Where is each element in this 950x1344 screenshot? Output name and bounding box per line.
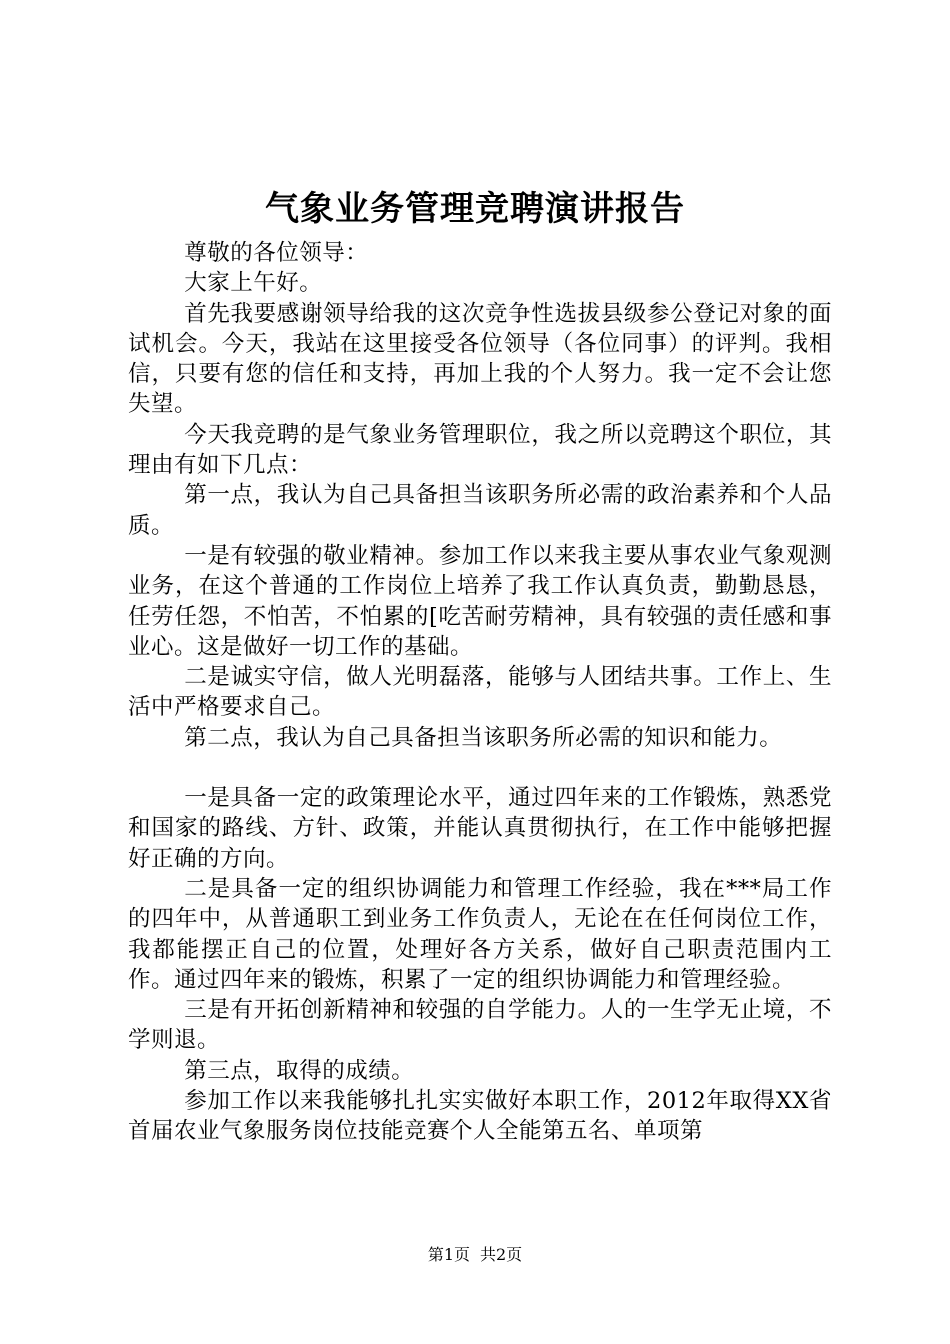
paragraph-greeting: 大家上午好。	[184, 270, 323, 297]
paragraph: 二是具备一定的组织协调能力和管理工作经验，我在***局工作的四年中，从普通职工到业务工作负责人，无论在在任何岗位工作，我都能摆正自己的位置，处理好各方关系，做好自己职责范围内工作。通过四年来的锻炼，积累了一定的组织协调能力和管理经验。	[128, 875, 832, 993]
paragraph: 第三点，取得的成绩。	[184, 1057, 415, 1084]
page-number: 第1页	[427, 1245, 470, 1264]
paragraph: 第二点，我认为自己具备担当该职务所必需的知识和能力。	[184, 724, 783, 751]
paragraph: 第一点，我认为自己具备担当该职务所必需的政治素养和个人品质。	[128, 482, 832, 539]
paragraph: 今天我竞聘的是气象业务管理职位，我之所以竞聘这个职位，其理由有如下几点：	[128, 421, 832, 479]
page-footer	[0, 1244, 950, 1266]
paragraph: 三是有开拓创新精神和较强的自学能力。人的一生学无止境，不学则退。	[128, 997, 832, 1054]
document-body	[128, 238, 832, 1147]
paragraph: 一是有较强的敬业精神。参加工作以来我主要从事农业气象观测业务，在这个普通的工作岗位上培养了我工作认真负责，勤勤恳恳，任劳任怨，不怕苦，不怕累的[吃苦耐劳精神，具有较强的责任感和事业心。这是做好一切工作的基础。	[128, 542, 832, 660]
document-title: 气象业务管理竞聘演讲报告	[265, 189, 685, 229]
page-total: 共2页	[480, 1245, 523, 1264]
paragraph: 一是具备一定的政策理论水平，通过四年来的工作锻炼，熟悉党和国家的路线、方针、政策，并能认真贯彻执行，在工作中能够把握好正确的方向。	[128, 785, 832, 872]
paragraph: 二是诚实守信，做人光明磊落，能够与人团结共事。工作上、生活中严格要求自己。	[128, 664, 832, 721]
paragraph: 首先我要感谢领导给我的这次竞争性选拔县级参公登记对象的面试机会。今天，我站在这里接受各位领导（各位同事）的评判。我相信，只要有您的信任和支持，再加上我的个人努力。我一定不会让您失望。	[128, 300, 832, 418]
paragraph-salutation: 尊敬的各位领导：	[184, 240, 369, 266]
paragraph: 参加工作以来我能够扎扎实实做好本职工作，2012年取得XX省首届农业气象服务岗位技能竞赛个人全能第五名、单项第	[128, 1088, 832, 1145]
